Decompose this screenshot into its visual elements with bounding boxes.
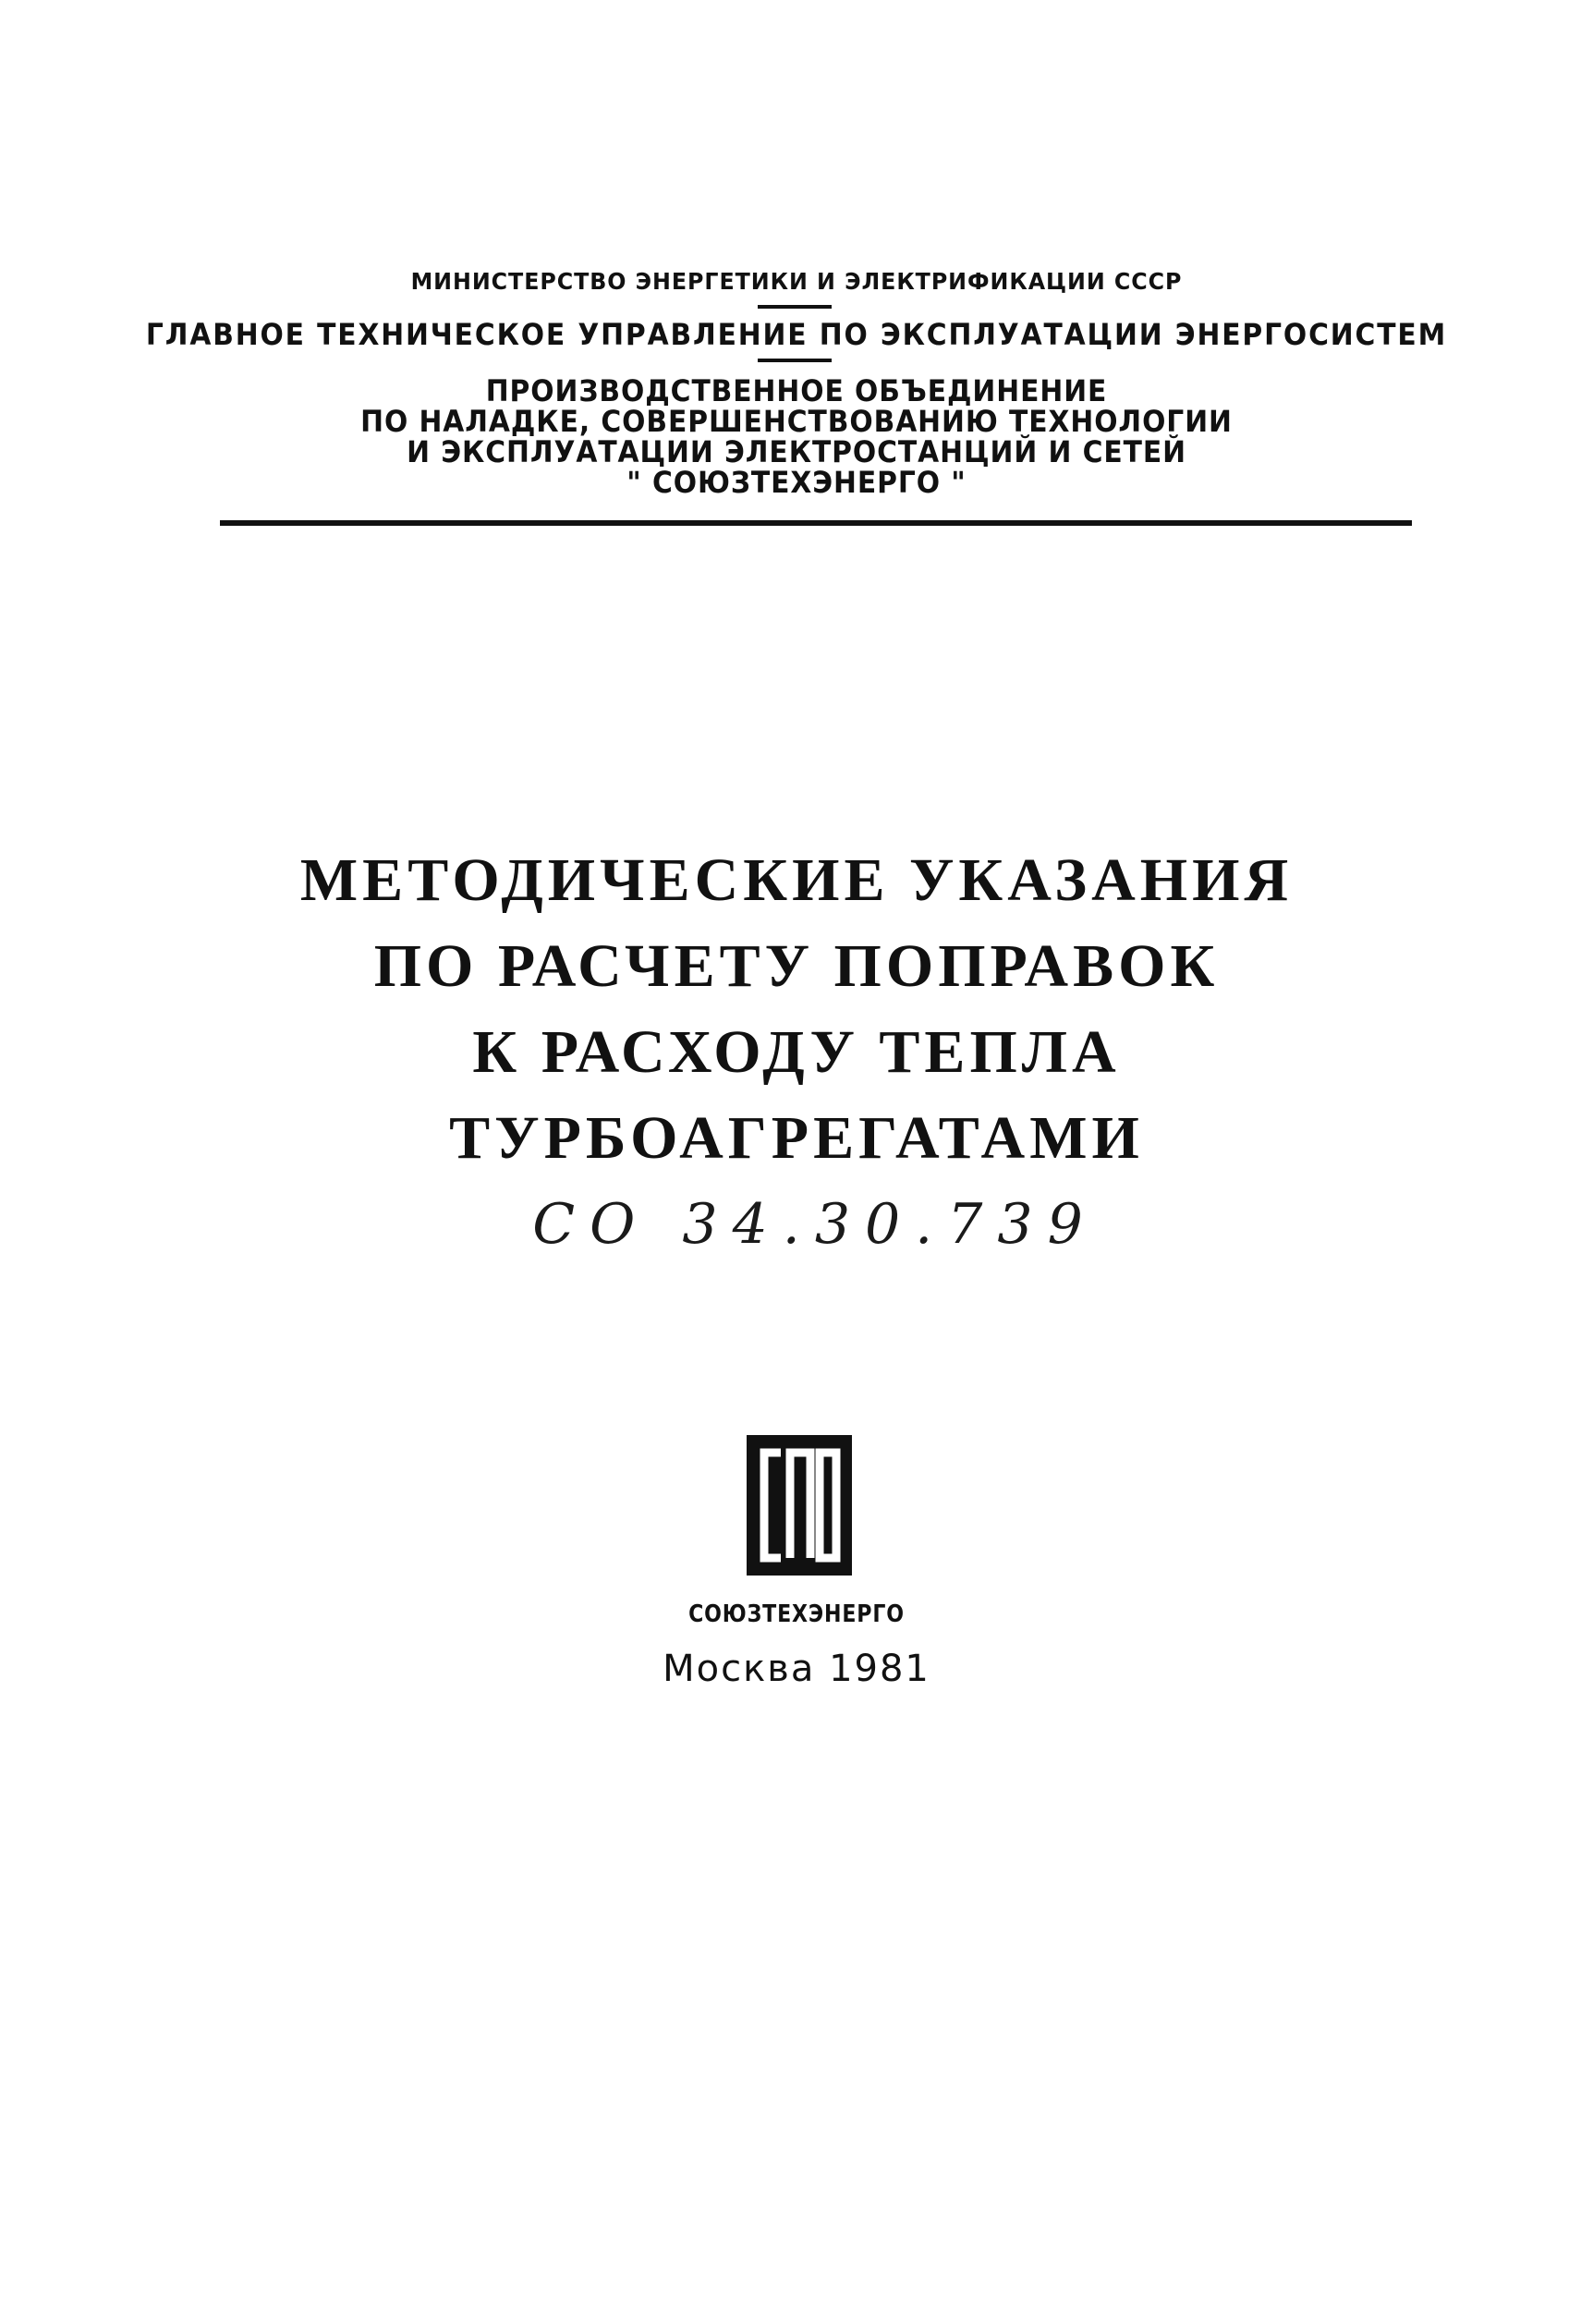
divider-short-bottom [758,359,832,362]
association-line: " СОЮЗТЕХЭНЕРГО " [626,465,967,500]
association-line: ПРОИЗВОДСТВЕННОЕ ОБЪЕДИНЕНИЕ [485,373,1108,408]
document-title-line: ТУРБОАГРЕГАТАМИ [449,1104,1144,1172]
ministry-name: МИНИСТЕРСТВО ЭНЕРГЕТИКИ И ЭЛЕКТРИФИКАЦИИ СССР [410,268,1183,295]
association-line: И ЭКСПЛУАТАЦИИ ЭЛЕКТРОСТАНЦИЙ И СЕТЕЙ [407,434,1186,469]
directorate-name: ГЛАВНОЕ ТЕХНИЧЕСКОЕ УПРАВЛЕНИЕ ПО ЭКСПЛУАТАЦИИ ЭНЕРГОСИСТЕМ [145,317,1448,352]
divider-short-top [758,305,832,309]
document-title-line: К РАСХОДУ ТЕПЛА [472,1018,1121,1086]
document-title-line: МЕТОДИЧЕСКИЕ УКАЗАНИЯ [299,846,1294,914]
handwritten-document-code: СО 34.30.739 [532,1192,1098,1257]
spo-logo-glyph [753,1442,845,1569]
publisher-name: СОЮЗТЕХЭНЕРГО [688,1600,905,1628]
city-and-year: Москва 1981 [663,1648,930,1690]
header-divider [220,520,1412,526]
document-title-line: ПО РАСЧЕТУ ПОПРАВОК [373,932,1220,1000]
association-line: ПО НАЛАДКЕ, СОВЕРШЕНСТВОВАНИЮ ТЕХНОЛОГИИ [360,404,1233,439]
spo-logo-icon [747,1435,852,1576]
